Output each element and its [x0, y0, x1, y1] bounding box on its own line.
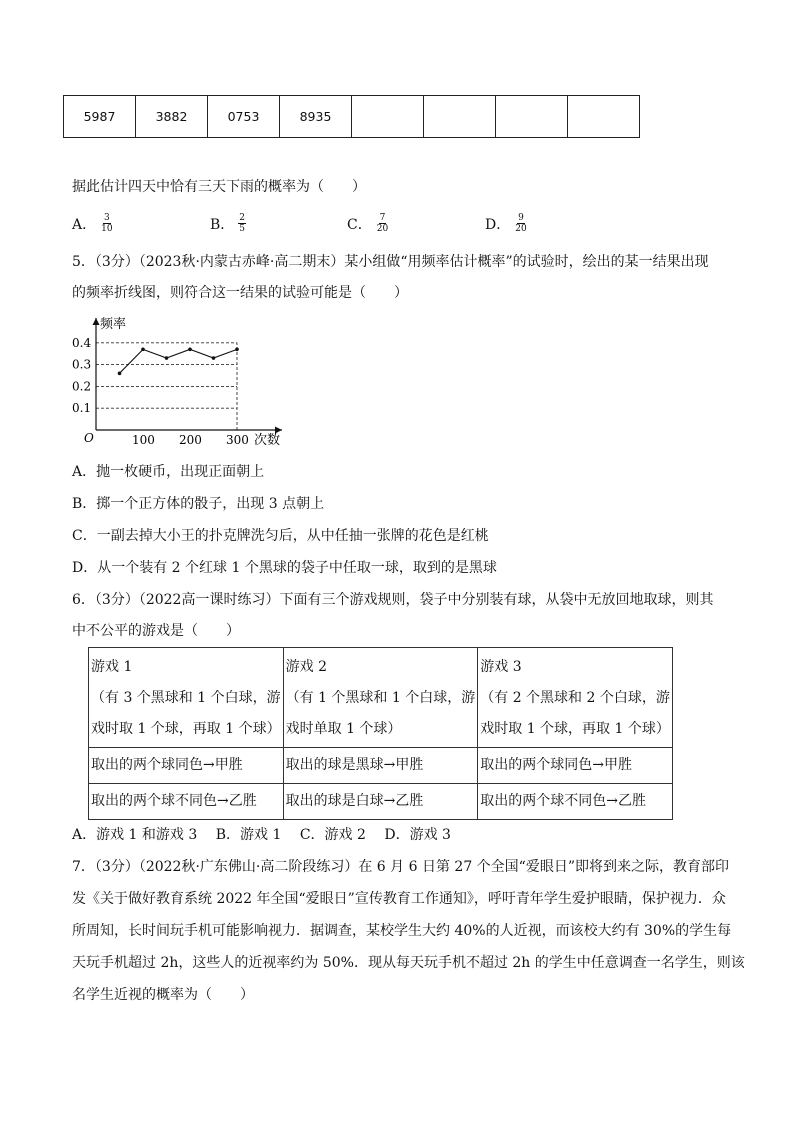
number-cell: 0753	[208, 96, 280, 138]
q7-stem-line5: 名学生近视的概率为（ ）	[72, 987, 254, 1003]
data-point	[141, 348, 145, 352]
table-cell: 取出的球是黑球→甲胜	[283, 748, 478, 784]
x-tick-label: 100	[132, 433, 155, 447]
table-cell: 取出的球是白球→乙胜	[283, 784, 478, 820]
q6-options: A．游戏 1 和游戏 3 B．游戏 1 C．游戏 2 D．游戏 3	[72, 827, 451, 843]
table-cell: 取出的两个球不同色→乙胜	[478, 784, 673, 820]
y-tick-label: 0.3	[72, 357, 92, 372]
q4-option-c: C． $\frac{7}{20}$	[347, 213, 389, 234]
data-point	[212, 356, 216, 360]
number-cell	[352, 96, 424, 138]
data-point	[118, 372, 122, 376]
q6-stem-line2: 中不公平的游戏是（ ）	[72, 623, 240, 639]
table-cell: 取出的两个球同色→甲胜	[89, 748, 284, 784]
game-3-header: 游戏 3 （有 2 个黑球和 2 个白球，游 戏时取 1 个球，再取 1 个球）	[478, 648, 673, 748]
number-cell	[496, 96, 568, 138]
game-1-header: 游戏 1 （有 3 个黑球和 1 个白球，游 戏时取 1 个球，再取 1 个球）	[89, 648, 284, 748]
q5-stem-line2: 的频率折线图，则符合这一结果的试验可能是（ ）	[72, 285, 408, 301]
data-point	[188, 348, 192, 352]
q6-stem-line1: 6．（3分）（2022高一课时练习）下面有三个游戏规则，袋子中分别装有球，从袋中无放回地取球，则其	[72, 592, 714, 608]
q5-stem-line1: 5．（3分）（2023秋·内蒙古赤峰·高二期末）某小组做“用频率估计概率”的试验时，绘出的某一结果出现	[72, 254, 709, 270]
x-tick-label: 300	[226, 433, 249, 447]
game-2-header: 游戏 2 （有 1 个黑球和 1 个白球，游 戏时单取 1 个球）	[283, 648, 478, 748]
q7-stem-line3: 所周知，长时间玩手机可能影响视力．据调查，某校学生大约 40%的人近视，而该校大约有 30%的学生每	[72, 923, 732, 939]
data-point	[165, 356, 169, 360]
y-tick-label: 0.1	[72, 401, 92, 416]
y-tick-label: 0.4	[72, 335, 92, 350]
number-cell: 3882	[136, 96, 208, 138]
random-number-table	[63, 95, 640, 138]
y-tick-label: 0.2	[72, 379, 92, 394]
frequency-line-chart	[72, 312, 302, 452]
origin-label: O	[84, 431, 94, 445]
number-cell	[424, 96, 496, 138]
table-cell: 取出的两个球不同色→乙胜	[89, 784, 284, 820]
q7-stem-line4: 天玩手机超过 2h，这些人的近视率约为 50%．现从每天玩手机不超过 2h 的学生中任意调查一名学生，则该	[72, 955, 745, 971]
q4-option-b: B． $\frac{2}{5}$	[210, 213, 246, 234]
number-cell: 8935	[280, 96, 352, 138]
table-cell: 取出的两个球同色→甲胜	[478, 748, 673, 784]
q5-option-c: C．一副去掉大小王的扑克牌洗匀后，从中任抽一张牌的花色是红桃	[72, 528, 489, 544]
series-line	[120, 349, 238, 373]
q4-option-d: D． $\frac{9}{20}$	[485, 213, 527, 234]
q5-option-b: B．掷一个正方体的骰子，出现 3 点朝上	[72, 496, 325, 512]
number-cell: 5987	[64, 96, 136, 138]
number-cell	[568, 96, 640, 138]
q5-option-d: D．从一个装有 2 个红球 1 个黑球的袋子中任取一球，取到的是黑球	[72, 560, 497, 576]
data-point	[235, 348, 239, 352]
x-axis-label: 次数	[254, 433, 281, 448]
q7-stem-line1: 7．（3分）（2022秋·广东佛山·高二阶段练习）在 6 月 6 日第 27 个全国“爱眼日”即将到来之际，教育部印	[72, 859, 729, 875]
q4-stem: 据此估计四天中恰有三天下雨的概率为（ ）	[72, 179, 366, 195]
q7-stem-line2: 发《关于做好教育系统 2022 年全国“爱眼日”宣传教育工作通知》，呼吁青年学生爱护眼睛，保护视力．众	[72, 891, 726, 907]
game-rules-table	[88, 647, 673, 820]
q5-option-a: A．抛一枚硬币，出现正面朝上	[72, 464, 265, 480]
y-axis-label: 频率	[100, 317, 127, 332]
x-tick-label: 200	[179, 433, 202, 447]
q4-option-a: A． $\frac{3}{10}$	[72, 213, 113, 234]
